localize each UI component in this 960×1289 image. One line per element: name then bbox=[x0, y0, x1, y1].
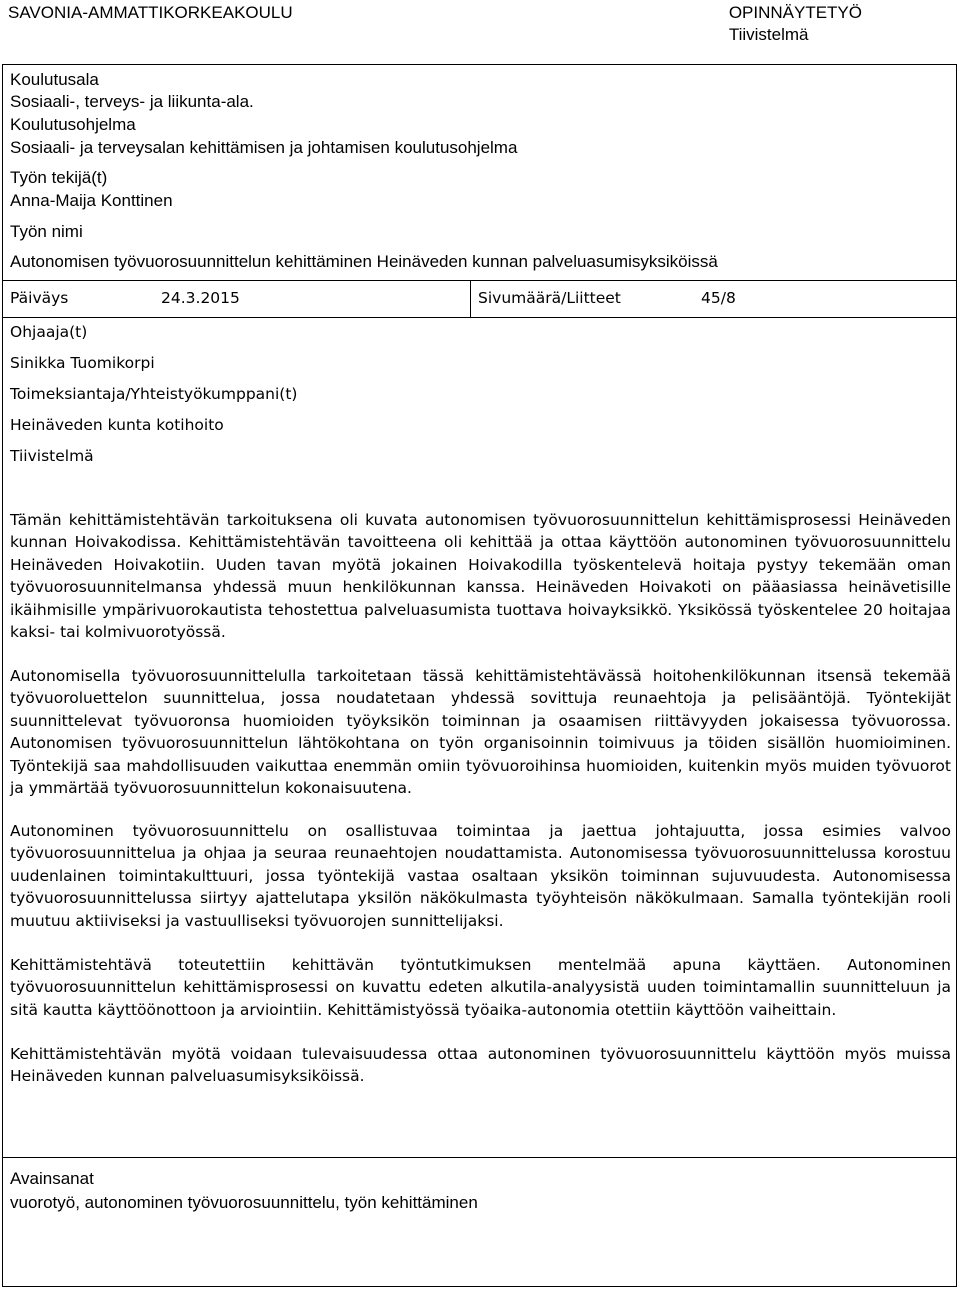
info-section bbox=[3, 65, 956, 281]
nimi-label: Työn nimi bbox=[10, 222, 83, 241]
date-pages-row bbox=[3, 281, 956, 318]
paivays-value: 24.3.2015 bbox=[161, 289, 240, 307]
document-type-subtitle: Tiivistelmä bbox=[728, 25, 809, 44]
nimi-value: Autonomisen työvuorosuunnittelun kehittäminen Heinäveden kunnan palveluasumisyksiköissä bbox=[10, 252, 718, 271]
tiivistelma-label: Tiivistelmä bbox=[10, 447, 94, 465]
paivays-label: Päiväys bbox=[10, 289, 69, 307]
koulutusohjelma-label: Koulutusohjelma bbox=[10, 115, 136, 134]
abstract-paragraph: Autonomisella työvuorosuunnittelulla tarkoitetaan tässä kehittämistehtävässä hoitohenkilökunnan itsensä tekemää työvuoroluettelon suunnittelua, jossa noudatetaan yhdessä sovittuja reunaehtoja ja pelisääntöjä. Työntekijät suunnittelevat työvuoronsa huomioiden työyksikön toiminnan ja osaamisen riittävyyden jokaisessa työvuorossa. Autonomisen työvuorosuunnittelun lähtökohtana on työn organisoinnin toimivuus ja töiden sisällön huomioiminen. Työntekijä saa mahdollisuuden vaikuttaa enemmän omiin työvuoroihinsa huomioiden, kuitenkin myös muiden työvuorot ja ymmärtää työvuorosuunnittelun kokonaisuutena. bbox=[10, 667, 951, 798]
tekija-label: Työn tekijä(t) bbox=[10, 168, 108, 187]
keywords-label: Avainsanat bbox=[10, 1169, 94, 1188]
keywords-value: vuorotyö, autonominen työvuorosuunnittelu, työn kehittäminen bbox=[10, 1193, 478, 1212]
abstract-paragraph: Tämän kehittämistehtävän tarkoituksena oli kuvata autonomisen työvuorosuunnittelun kehittämisprosessi Heinäveden kunnan Hoivakodissa. Kehittämistehtävän tavoitteena oli kehittää ja ottaa käyttöön autonominen työvuorosuunnittelu Heinäveden Hoivakotiin. Uuden tavan myötä jokainen Hoivakodilla työskentelevä hoitaja pystyy tekemään oman työvuorosuunnitelmansa yhdessä muun henkilökunnan kanssa. Heinäveden Hoivakoti on pääasiassa heinävetisille ikäihmisille ympärivuorokautista tehostettua palveluasumista tuottava hoivayksikkö. Yksikössä työskentelee 20 hoitajaa kaksi- tai kolmivuorotyössä. bbox=[10, 511, 951, 642]
school-name: SAVONIA-AMMATTIKORKEAKOULU bbox=[8, 3, 293, 22]
document-type-title: OPINNÄYTETYÖ bbox=[728, 3, 862, 22]
tekija-value: Anna-Maija Konttinen bbox=[10, 191, 173, 210]
abstract-paragraph: Autonominen työvuorosuunnittelu on osallistuvaa toimintaa ja jaettua johtajuutta, jossa esimies valvoo työvuorosuunnittelua ja ohjaa ja seuraa reunaehtojen noudattamista. Autonomisessa työvuorosuunnittelussa korostuu uudenlainen toimintakulttuuri, jossa työntekijä vastaa osaltaan yksikön toiminnan sujuvuudesta. Autonomisessa työvuorosuunnittelussa siirtyy ajattelutapa yksilön näkökulmasta työyhteisön näkökulmaan. Samalla työntekijän rooli muutuu aktiiviseksi ja vastuulliseksi työvuorojen sunnittelijaksi. bbox=[10, 822, 951, 930]
sivumaara-value: 45/8 bbox=[701, 289, 736, 307]
abstract-paragraph: Kehittämistehtävä toteutettiin kehittävän työntutkimuksen mentelmää apuna käyttäen. Autonominen työvuorosuunnittelun kehittämisprosessi on kuvattu edeten alkutila-analyysistä uuden toimintamallin suunnitteluun ja sitä kautta käyttöönottoon ja arviointiin. Kehittämistyössä työaika-autonomia otettiin käyttöön vaiheittain. bbox=[10, 956, 951, 1019]
document-type bbox=[729, 2, 862, 46]
ohjaaja-label: Ohjaaja(t) bbox=[10, 323, 88, 341]
toimeksiantaja-label: Toimeksiantaja/Yhteistyökumppani(t) bbox=[10, 385, 298, 403]
date-pages-divider bbox=[470, 281, 471, 317]
ohjaaja-value: Sinikka Tuomikorpi bbox=[10, 354, 155, 372]
toimeksiantaja-value: Heinäveden kunta kotihoito bbox=[10, 416, 224, 434]
keywords-section bbox=[3, 1157, 956, 1286]
koulutusohjelma-value: Sosiaali- ja terveysalan kehittämisen ja johtamisen koulutusohjelma bbox=[10, 138, 518, 157]
abstract-form bbox=[2, 64, 957, 1287]
abstract-paragraph: Kehittämistehtävän myötä voidaan tulevaisuudessa ottaa autonominen työvuorosuunnittelu käyttöön myös muissa Heinäveden kunnan palveluasumisyksiköissä. bbox=[10, 1045, 951, 1086]
koulutusala-label: Koulutusala bbox=[10, 70, 99, 89]
koulutusala-value: Sosiaali-, terveys- ja liikunta-ala. bbox=[10, 92, 254, 111]
supervisor-section bbox=[3, 318, 956, 469]
sivumaara-label: Sivumäärä/Liitteet bbox=[478, 289, 621, 307]
